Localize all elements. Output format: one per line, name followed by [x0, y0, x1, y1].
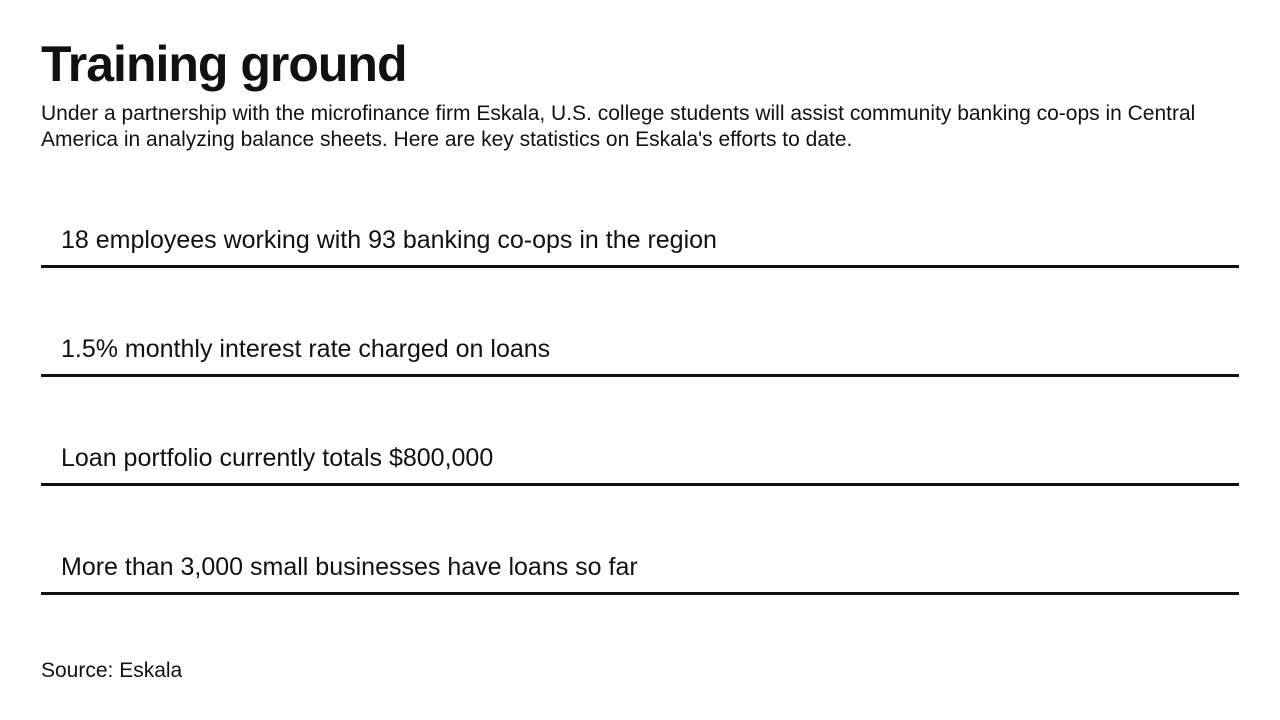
- stat-item: [41, 424, 1239, 486]
- stat-item: [41, 315, 1239, 377]
- stat-text: 1.5% monthly interest rate charged on loans: [61, 335, 551, 363]
- stat-text: More than 3,000 small businesses have loans so far: [61, 553, 638, 581]
- page-subtitle: Under a partnership with the microfinance firm Eskala, U.S. college students will assist community banking co-ops in Central America in analyzing balance sheets. Here are key statistics on Eskala's efforts to date.: [41, 102, 1196, 151]
- stat-text: Loan portfolio currently totals $800,000: [61, 444, 494, 472]
- stat-text: 18 employees working with 93 banking co-ops in the region: [61, 226, 717, 254]
- infographic: [41, 0, 1239, 720]
- source-note: Source: Eskala: [41, 659, 183, 682]
- stat-item: [41, 206, 1239, 268]
- page-title: Training ground: [41, 36, 407, 92]
- stat-item: [41, 533, 1239, 595]
